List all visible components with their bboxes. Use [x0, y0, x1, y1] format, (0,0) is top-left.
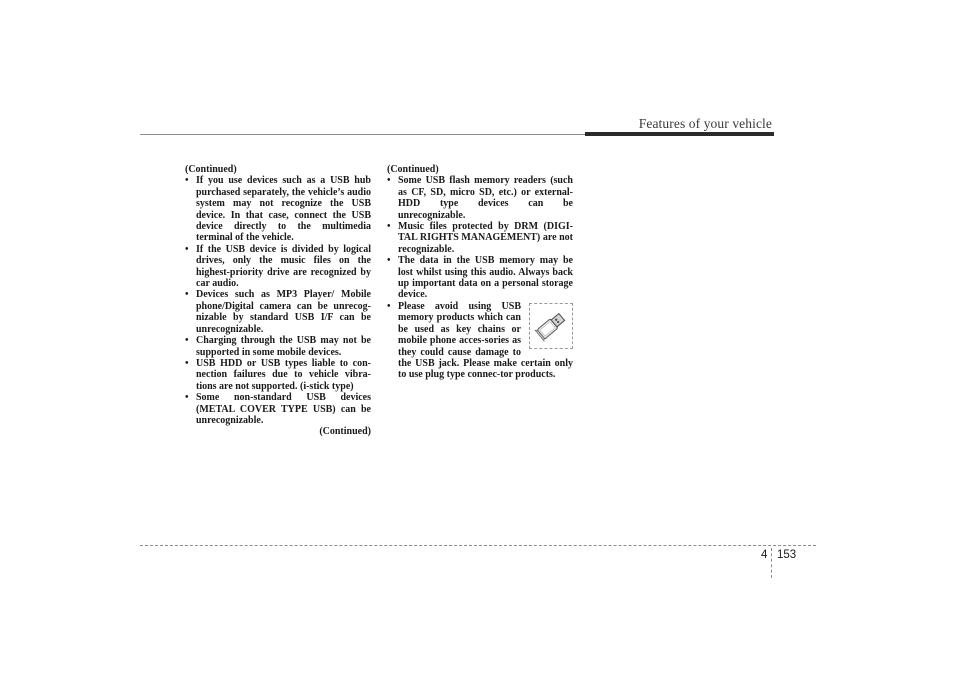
continued-label: (Continued) — [387, 164, 439, 175]
usb-flash-drive-icon — [532, 307, 570, 345]
right-column — [387, 164, 573, 381]
header-rule-accent — [585, 132, 774, 136]
list-item — [387, 301, 573, 381]
bullet-list — [387, 175, 573, 380]
usb-illustration-frame — [529, 303, 573, 349]
list-item: • Devices such as MP3 Player/ Mobile phone/Digital camera can be unrecog-nizable by standard USB I/F can be unrecognizable. — [185, 289, 371, 335]
page-number: 153 — [777, 549, 797, 561]
list-item: • If you use devices such as a USB hub purchased separately, the vehicle’s audio system may not recognize the USB device. In that case, connect the USB device directly to the multimedia terminal of the vehicle. — [185, 175, 371, 243]
list-item-text: Please avoid using USB memory products which can be used as key chains or mobile phone acces-sories as they could cause damage to the USB jack. Please make certain only to use plug type connec-tor products. — [398, 300, 573, 381]
list-item: • If the USB device is divided by logical drives, only the music files on the highest-priority drive are recognized by car audio. — [185, 244, 371, 290]
list-item: • USB HDD or USB types liable to con-nection failures due to vehicle vibra-tions are not supported. (i-stick type) — [185, 358, 371, 392]
page-divider — [771, 548, 772, 578]
section-title: Features of your vehicle — [638, 116, 772, 131]
list-item: • The data in the USB memory may be lost whilst using this audio. Always back up important data on a personal storage device. — [387, 255, 573, 301]
list-item: • Music files protected by DRM (DIGI-TAL RIGHTS MANAGEMENT) are not recognizable. — [387, 221, 573, 255]
continued-label: (Continued) — [185, 164, 237, 175]
continued-label: (Continued) — [319, 426, 371, 438]
footer-rule — [140, 545, 816, 546]
list-item: • Some non-standard USB devices (METAL COVER TYPE USB) can be unrecognizable. — [185, 392, 371, 426]
left-column — [185, 164, 371, 438]
list-item: • Charging through the USB may not be supported in some mobile devices. — [185, 335, 371, 358]
chapter-number: 4 — [761, 549, 768, 561]
header-rule — [140, 134, 588, 135]
bullet-list — [185, 175, 371, 426]
list-item: • Some USB flash memory readers (such as CF, SD, micro SD, etc.) or external-HDD type devices can be unrecognizable. — [387, 175, 573, 221]
